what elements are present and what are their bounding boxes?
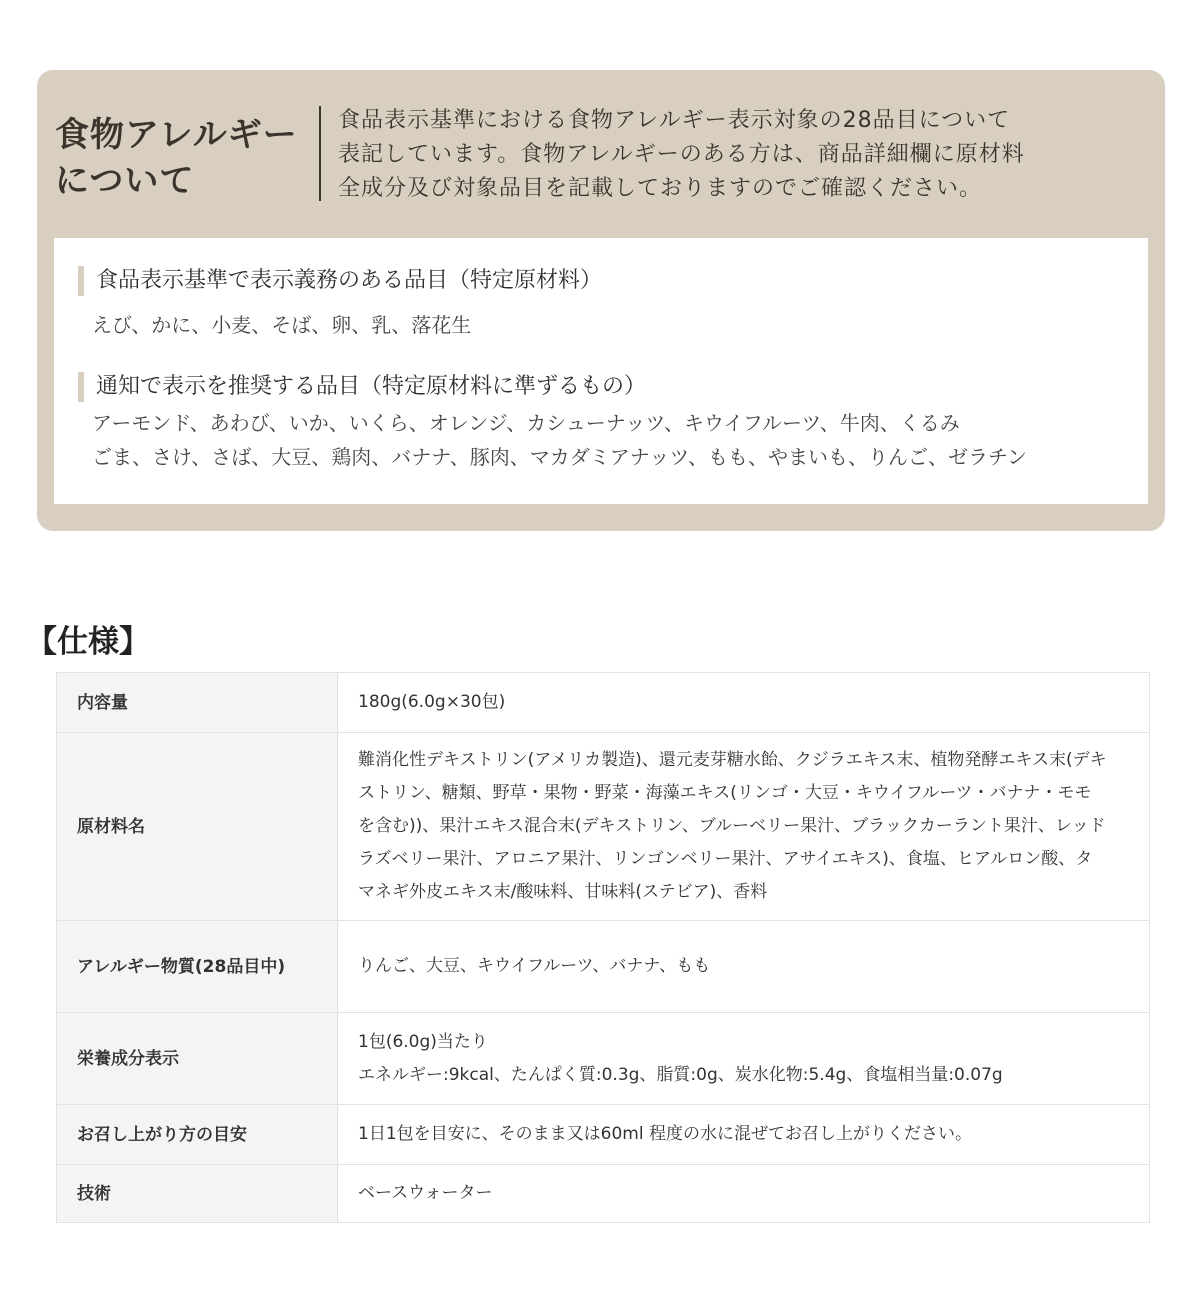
allergen-list-box [54, 238, 1148, 504]
intro-line: 全成分及び対象品目を記載しておりますのでご確認ください。 [338, 176, 983, 201]
mandatory-allergens-title: 食品表示基準で表示義務のある品目（特定原材料） [78, 266, 602, 296]
spec-section-title: 【仕様】 [26, 624, 150, 660]
row-value [338, 1105, 1150, 1165]
table-row [57, 1013, 1150, 1105]
allergen-line: えび、かに、小麦、そば、卵、乳、落花生 [92, 313, 472, 337]
row-label: 栄養成分表示 [57, 1013, 338, 1105]
allergy-heading-line: について [55, 161, 195, 201]
spec-table [56, 672, 1150, 1223]
row-value [338, 733, 1150, 921]
value-line: 1包(6.0g)当たり [358, 1031, 488, 1052]
value-line: ストリン、糖類、野草・果物・野菜・海藻エキス(リンゴ・大豆・キウイフルーツ・バナナ・モモ [358, 783, 1092, 803]
heading-divider [319, 106, 321, 201]
recommended-allergens-list [92, 406, 1027, 474]
row-value [338, 921, 1150, 1013]
value-line: りんご、大豆、キウイフルーツ、バナナ、もも [358, 956, 711, 976]
table-row [57, 1105, 1150, 1165]
value-line: エネルギー:9kcal、たんぱく質:0.3g、脂質:0g、炭水化物:5.4g、食塩相当量:0.07g [358, 1064, 1003, 1085]
value-line: 難消化性デキストリン(アメリカ製造)、還元麦芽糖水飴、クジラエキス末、植物発酵エキス末(デキ [358, 750, 1107, 770]
value-line: ベースウォーター [358, 1183, 493, 1203]
row-label: アレルギー物質(28品目中) [57, 921, 338, 1013]
allergen-line: アーモンド、あわび、いか、いくら、オレンジ、カシューナッツ、キウイフルーツ、牛肉、くるみ [92, 411, 960, 435]
intro-line: 食品表示基準における食物アレルギー表示対象の28品目について [338, 108, 1011, 133]
row-value [338, 673, 1150, 733]
value-line: マネギ外皮エキス末/酸味料、甘味料(ステビア)、香料 [358, 882, 768, 902]
row-value [338, 1165, 1150, 1223]
value-line: 180g(6.0g×30包) [358, 692, 506, 712]
row-label: 内容量 [57, 673, 338, 733]
row-label: 技術 [57, 1165, 338, 1223]
allergy-info-panel [37, 70, 1165, 531]
row-label: 原材料名 [57, 733, 338, 921]
table-row [57, 673, 1150, 733]
allergen-line: ごま、さけ、さば、大豆、鶏肉、バナナ、豚肉、マカダミアナッツ、もも、やまいも、りんご、ゼラチン [92, 445, 1027, 469]
recommended-allergens-title: 通知で表示を推奨する品目（特定原材料に準ずるもの） [78, 372, 646, 402]
mandatory-allergens-list [92, 308, 471, 342]
value-line: を含む))、果汁エキス混合末(デキストリン、ブルーベリー果汁、ブラックカーラント果汁、レッド [358, 816, 1106, 836]
table-row [57, 733, 1150, 921]
row-value [338, 1013, 1150, 1105]
allergy-heading [55, 112, 305, 204]
table-row [57, 921, 1150, 1013]
row-label: お召し上がり方の目安 [57, 1105, 338, 1165]
table-row [57, 1165, 1150, 1223]
allergy-intro-text [338, 104, 1138, 206]
value-line: 1日1包を目安に、そのまま又は60ml 程度の水に混ぜてお召し上がりください。 [358, 1124, 972, 1144]
intro-line: 表記しています。食物アレルギーのある方は、商品詳細欄に原材料 [338, 142, 1025, 167]
value-line: ラズベリー果汁、アロニア果汁、リンゴンベリー果汁、アサイエキス)、食塩、ヒアルロン酸、タ [358, 849, 1093, 869]
allergy-heading-line: 食物アレルギー [55, 115, 298, 155]
